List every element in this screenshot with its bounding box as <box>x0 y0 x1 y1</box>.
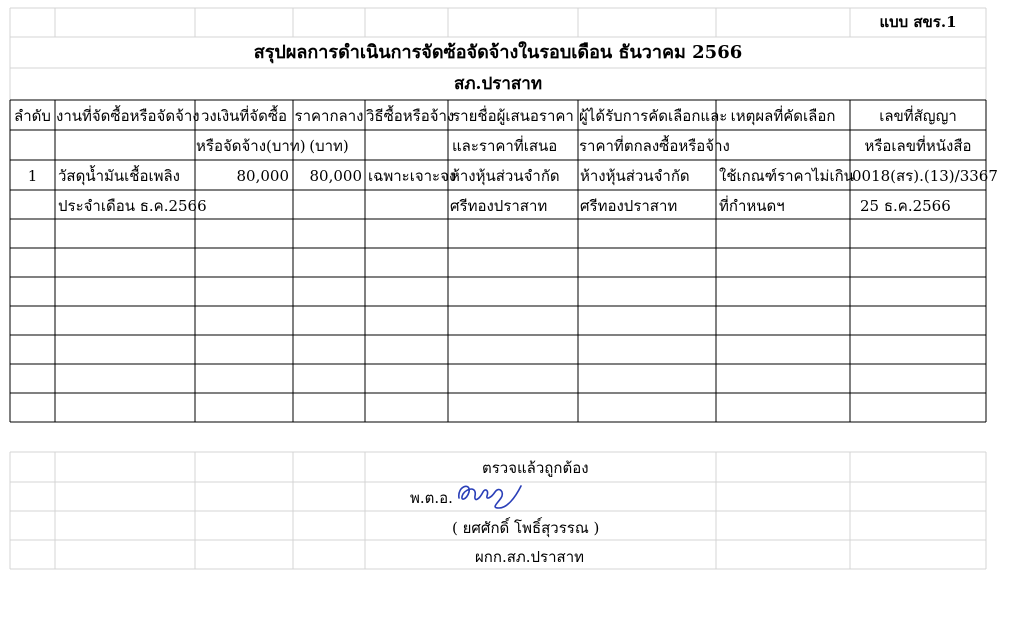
row-1-reason-line2: ที่กำหนดฯ <box>719 197 785 215</box>
column-header-bidders-line2: และราคาที่เสนอ <box>452 137 558 155</box>
column-header-method: วิธีซื้อหรือจ้าง <box>366 107 455 125</box>
row-1-method: เฉพาะเจาะจง <box>368 167 457 185</box>
column-header-selected-line2: ราคาที่ตกลงซื้อหรือจ้าง <box>579 137 730 155</box>
row-1-bidder-line1: ห้างหุ้นส่วนจำกัด <box>450 167 560 185</box>
row-1-selected-line2: ศรีทองปราสาท <box>580 197 678 215</box>
row-1-contract-line2: 25 ธ.ค.2566 <box>860 197 951 215</box>
row-1-item-line1: วัสดุน้ำมันเชื้อเพลิง <box>58 167 180 185</box>
handwritten-signature <box>455 478 525 512</box>
column-header-item: งานที่จัดซื้อหรือจัดจ้าง <box>56 107 200 125</box>
page-title: สรุปผลการดำเนินการจัดซ้อจัดจ้างในรอบเดือน ธันวาคม 2566 <box>253 42 743 63</box>
row-1-selected-line1: ห้างหุ้นส่วนจำกัด <box>580 167 690 185</box>
row-1-no: 1 <box>27 167 38 185</box>
form-code: แบบ สขร.1 <box>879 13 957 31</box>
column-header-reason: เหตุผลที่คัดเลือก <box>730 107 836 125</box>
column-header-contract-line2: หรือเลขที่หนังสือ <box>864 137 972 155</box>
checked-text: ตรวจแล้วถูกต้อง <box>482 459 589 477</box>
signer-name: ( ยศศักดิ์ โพธิ์สุวรรณ ) <box>452 519 600 537</box>
row-1-item-line2: ประจำเดือน ธ.ค.2566 <box>58 197 207 215</box>
column-header-contract: เลขที่สัญญา <box>879 107 957 125</box>
column-header-budget-line2: หรือจัดจ้าง(บาท) <box>196 137 306 155</box>
row-1-contract-line1: 0018(สร).(13)/3367 <box>852 167 998 185</box>
column-header-selected: ผู้ได้รับการคัดเลือกและ <box>579 107 728 125</box>
row-1-reason-line1: ใช้เกณฑ์ราคาไม่เกิน <box>719 167 854 185</box>
column-header-bidders: รายชื่อผู้เสนอราคา <box>452 107 574 125</box>
column-header-median-price-line2: (บาท) <box>309 137 349 155</box>
column-header-budget: วงเงินที่จัดซื้อ <box>200 107 288 125</box>
column-header-median-price: ราคากลาง <box>294 107 364 125</box>
row-1-budget: 80,000 <box>236 167 289 185</box>
signer-rank: พ.ต.อ. <box>410 489 453 507</box>
row-1-bidder-line2: ศรีทองปราสาท <box>450 197 548 215</box>
signer-position: ผกก.สภ.ปราสาท <box>475 548 584 566</box>
column-header-no: ลำดับ <box>14 107 51 125</box>
office-name: สภ.ปราสาท <box>453 74 543 94</box>
row-1-median-price: 80,000 <box>309 167 362 185</box>
